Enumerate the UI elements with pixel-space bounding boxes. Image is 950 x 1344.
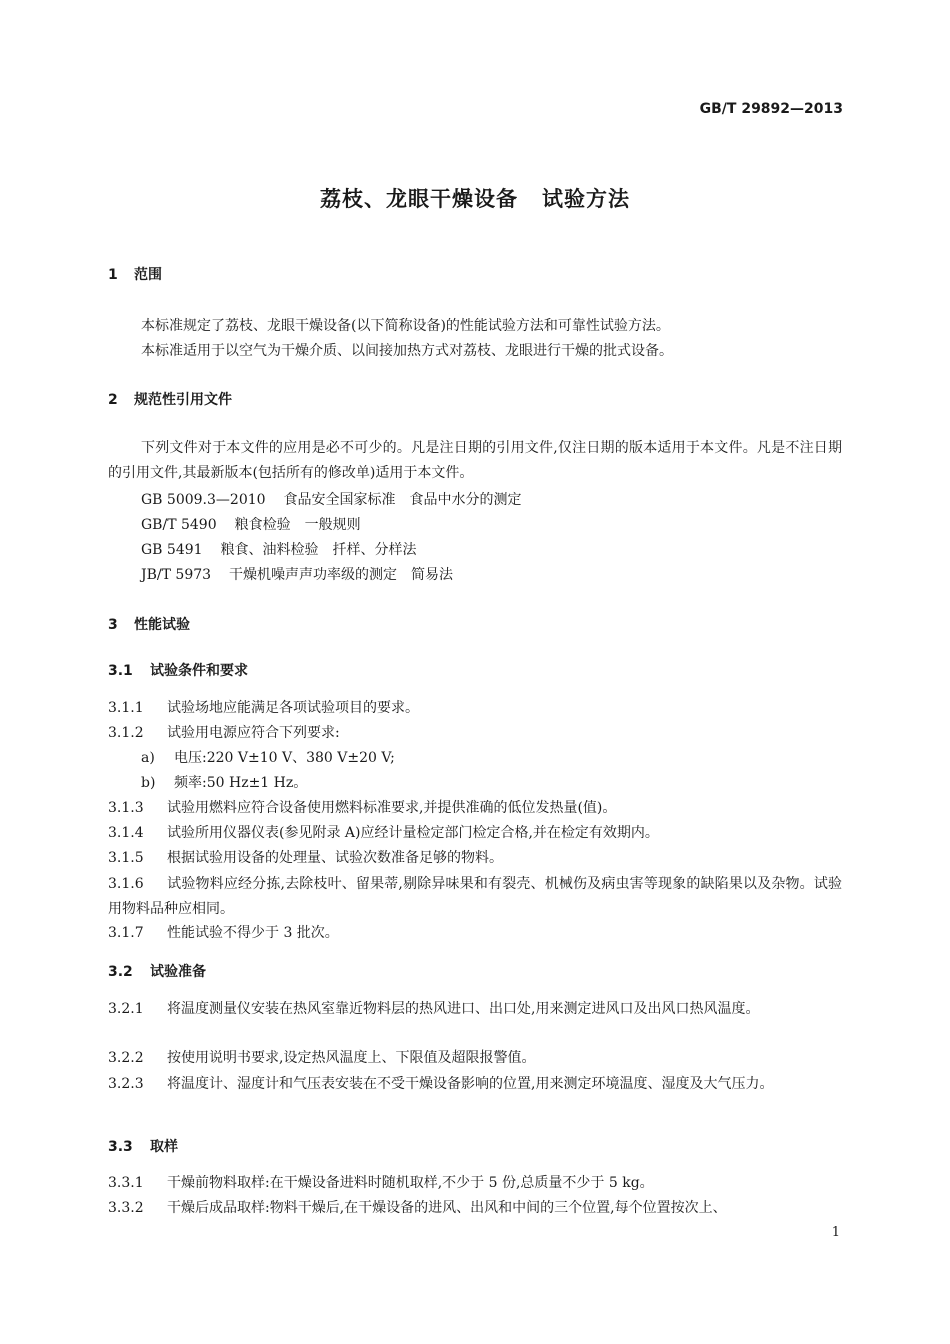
clause-3-3-1: 3.3.1 干燥前物料取样:在干燥设备进料时随机取样,不少于 5 份,总质量不少于 5 kg。: [108, 1175, 654, 1191]
clause-3-1-7: 3.1.7 性能试验不得少于 3 批次。: [108, 925, 339, 941]
reference-title: 食品安全国家标准 食品中水分的测定: [283, 492, 522, 508]
section-1-p2: 本标准适用于以空气为干燥介质、以间接加热方式对荔枝、龙眼进行干燥的批式设备。: [141, 343, 673, 359]
list-item-b: b) 频率:50 Hz±1 Hz。: [141, 775, 308, 791]
section-3-heading: 3 性能试验: [108, 617, 190, 633]
clause-3-2-3: 3.2.3 将温度计、湿度计和气压表安装在不受干燥设备影响的位置,用来测定环境温度、湿度及大气压力。: [108, 1076, 774, 1092]
reference-title: 干燥机噪声声功率级的测定 简易法: [229, 567, 454, 583]
section-1-heading: 1 范围: [108, 267, 162, 283]
section-3-3-heading: 3.3 取样: [108, 1139, 178, 1155]
title-part1: 荔枝、龙眼干燥设备: [320, 187, 518, 211]
clause-3-1-6: 3.1.6 试验物料应经分拣,去除枝叶、留果蒂,剔除异味果和有裂壳、机械伤及病虫害等现象的缺陷果以及杂物。试验用物料品种应相同。: [108, 876, 842, 917]
reference-item: [141, 539, 417, 559]
document-title: [0, 183, 950, 213]
page-number: 1: [831, 1225, 840, 1240]
clause-3-2-2: 3.2.2 按使用说明书要求,设定热风温度上、下限值及超限报警值。: [108, 1050, 536, 1066]
section-2-heading: 2 规范性引用文件: [108, 392, 232, 408]
section-3-2-heading: 3.2 试验准备: [108, 964, 206, 980]
clause-3-1-4: 3.1.4 试验所用仪器仪表(参见附录 A)应经计量检定部门检定合格,并在检定有效期内。: [108, 825, 659, 841]
section-2-intro: 下列文件对于本文件的应用是必不可少的。凡是注日期的引用文件,仅注日期的版本适用于本文件。凡是不注日期的引用文件,其最新版本(包括所有的修改单)适用于本文件。: [108, 440, 842, 481]
clause-3-1-2: 3.1.2 试验用电源应符合下列要求:: [108, 725, 340, 741]
reference-title: 粮食检验 一般规则: [234, 517, 361, 533]
reference-item: [141, 514, 361, 534]
reference-item: [141, 564, 453, 584]
section-3-1-heading: 3.1 试验条件和要求: [108, 663, 248, 679]
standard-number: GB/T 29892—2013: [699, 101, 843, 117]
reference-code: GB 5491: [141, 542, 203, 558]
list-item-a: a) 电压:220 V±10 V、380 V±20 V;: [141, 750, 395, 766]
clause-3-1-3: 3.1.3 试验用燃料应符合设备使用燃料标准要求,并提供准确的低位发热量(值)。: [108, 800, 617, 816]
reference-code: JB/T 5973: [141, 567, 212, 583]
clause-3-1-5: 3.1.5 根据试验用设备的处理量、试验次数准备足够的物料。: [108, 850, 503, 866]
reference-code: GB/T 5490: [141, 517, 217, 533]
clause-3-2-1: 3.2.1 将温度测量仪安装在热风室靠近物料层的热风进口、出口处,用来测定进风口及出风口热风温度。: [108, 1001, 760, 1017]
reference-title: 粮食、油料检验 扦样、分样法: [220, 542, 417, 558]
reference-item: [141, 489, 522, 509]
reference-code: GB 5009.3—2010: [141, 492, 266, 508]
title-part2: 试验方法: [542, 187, 630, 211]
clause-3-3-2: 3.3.2 干燥后成品取样:物料干燥后,在干燥设备的进风、出风和中间的三个位置,每个位置按次上、: [108, 1200, 727, 1216]
clause-3-1-1: 3.1.1 试验场地应能满足各项试验项目的要求。: [108, 700, 419, 716]
section-1-p1: 本标准规定了荔枝、龙眼干燥设备(以下简称设备)的性能试验方法和可靠性试验方法。: [141, 318, 670, 334]
